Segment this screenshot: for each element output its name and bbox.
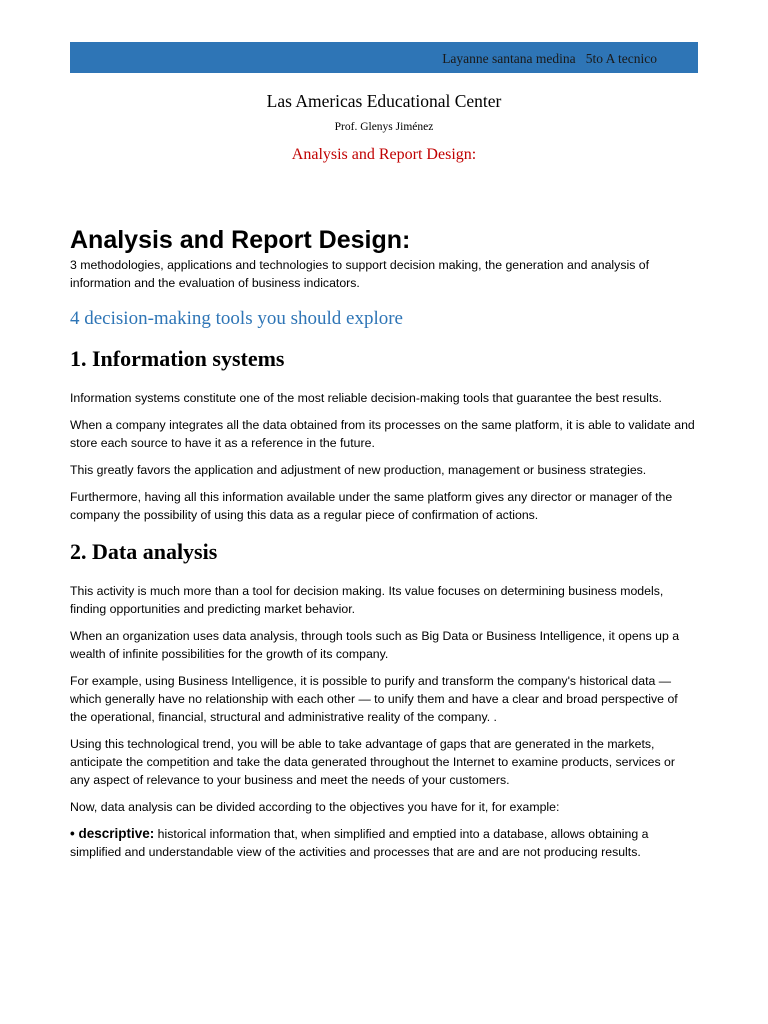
paragraph: This activity is much more than a tool for decision making. Its value focuses on determining business models, finding opportunities and predicting market behavior. bbox=[70, 584, 664, 616]
paragraph: When an organization uses data analysis, through tools such as Big Data or Business Intelligence, it opens up a wealth of infinite possibilities for the growth of its company. bbox=[70, 629, 680, 661]
section-information-systems bbox=[70, 345, 698, 524]
school-name: Las Americas Educational Center bbox=[266, 91, 502, 111]
bullet-text: historical information that, when simplified and emptied into a database, allows obtaining a simplified and understandable view of the activities and processes that are and are not producing results. bbox=[70, 827, 649, 859]
paragraph: Now, data analysis can be divided according to the objectives you have for it, for example: bbox=[70, 800, 560, 814]
section-data-analysis bbox=[70, 538, 698, 861]
tools-heading: 4 decision-making tools you should explore bbox=[70, 308, 403, 329]
paragraph: For example, using Business Intelligence, it is possible to purify and transform the company's historical data — which generally have no relationship with each other — to unify them and have a clear and broad perspective of the operational, financial, structural and administrative reality of the company. . bbox=[70, 674, 678, 724]
header-bar bbox=[70, 42, 698, 73]
bullet-item bbox=[70, 825, 698, 861]
paragraph: Information systems constitute one of the most reliable decision-making tools that guarantee the best results. bbox=[70, 391, 662, 405]
professor-name: Prof. Glenys Jiménez bbox=[334, 121, 434, 133]
document-body bbox=[70, 224, 698, 870]
page-title: Analysis and Report Design: bbox=[70, 226, 411, 254]
document-subtitle: Analysis and Report Design: bbox=[291, 146, 477, 163]
paragraph: Using this technological trend, you will be able to take advantage of gaps that are generated in the markets, anticipate the competition and take the data generated throughout the Internet to examine products, services or any aspect of relevance to your business and meet the needs of your customers. bbox=[70, 737, 675, 787]
section-heading: 1. Information systems bbox=[70, 346, 285, 371]
paragraph: Furthermore, having all this information available under the same platform gives any director or manager of the company the possibility of using this data as a regular piece of confirmation of actions. bbox=[70, 490, 673, 522]
paragraph: This greatly favors the application and adjustment of new production, management or business strategies. bbox=[70, 463, 647, 477]
section-heading: 2. Data analysis bbox=[70, 539, 218, 564]
bullet-label: • descriptive: bbox=[70, 826, 155, 841]
author-line: Layanne santana medina 5to A tecnico bbox=[442, 51, 657, 66]
intro-paragraph: 3 methodologies, applications and technologies to support decision making, the generation and analysis of information and the evaluation of business indicators. bbox=[70, 258, 650, 290]
paragraph: When a company integrates all the data obtained from its processes on the same platform, it is able to validate and store each source to have it as a reference in the future. bbox=[70, 418, 695, 450]
